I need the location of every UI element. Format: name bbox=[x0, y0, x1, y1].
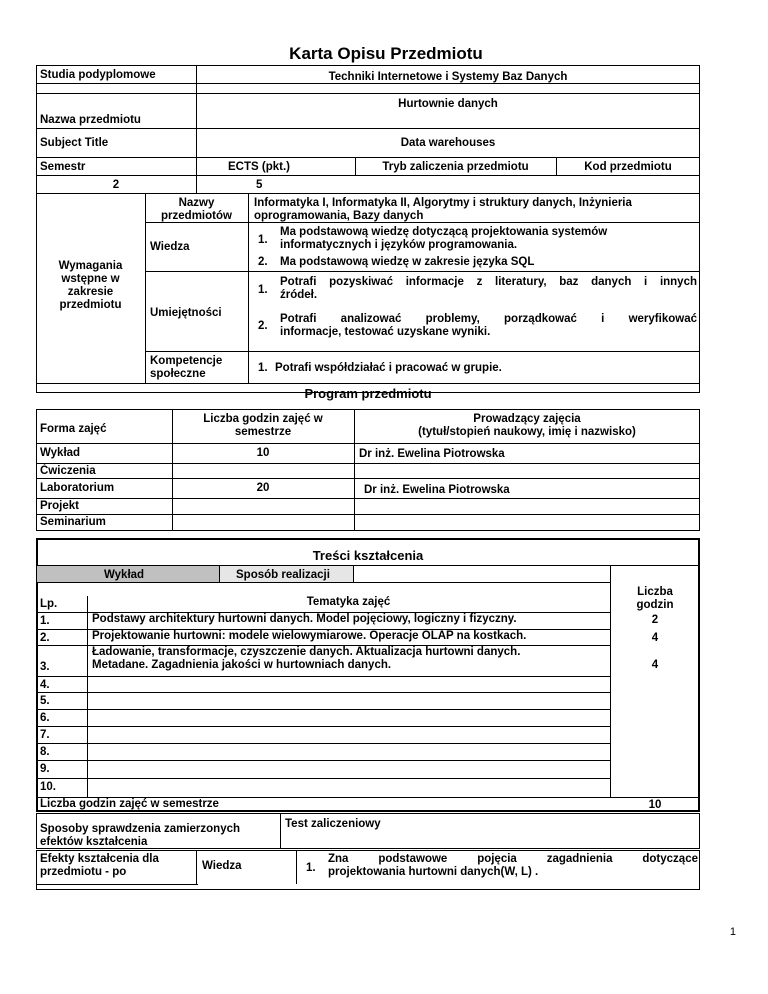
liczba-label: Liczba godzin bbox=[636, 586, 674, 611]
wyklad-label: Wykład bbox=[104, 569, 145, 581]
sposoby-value: Test zaliczeniowy bbox=[285, 818, 381, 830]
program-row-4-forma: Projekt bbox=[40, 500, 79, 512]
program-row-2-forma: Ćwiczenia bbox=[40, 465, 96, 477]
tresci-row-10-lp: 10. bbox=[40, 781, 56, 793]
wiedza-item-2: Ma podstawową wiedzę w zakresie języka SQL bbox=[280, 256, 535, 268]
tresci-row-3-godziny: 4 bbox=[651, 659, 659, 671]
program-row-1-forma: Wykład bbox=[40, 447, 81, 459]
program-row-1-prowadzacy: Dr inż. Ewelina Piotrowska bbox=[359, 448, 505, 460]
subject-label: Subject Title bbox=[40, 137, 109, 149]
page-number: 1 bbox=[729, 926, 736, 938]
nazwa-value: Hurtownie danych bbox=[398, 98, 498, 110]
subject-value: Data warehouses bbox=[400, 137, 496, 149]
efekty-wiedza-label: Wiedza bbox=[202, 860, 242, 872]
tresci-row-7-lp: 7. bbox=[40, 729, 50, 741]
tresci-row-4-lp: 4. bbox=[40, 679, 50, 691]
col-liczba: Liczba godzin zajęć w semestrze bbox=[203, 413, 323, 438]
umiejetnosci-item-1-num: 1. bbox=[258, 284, 268, 296]
ects-value: 5 bbox=[256, 179, 263, 191]
nazwy-value: Informatyka I, Informatyka II, Algorytmy i struktury danych, Inżynieria oprogramowania, Bazy danych bbox=[254, 197, 632, 222]
sposob-label: Sposób realizacji bbox=[236, 569, 330, 581]
tresci-row-3-temat: Ładowanie, transformacje, czyszczenie danych. Aktualizacja hurtowni danych. Metadane. Zagadnienia jakości w hurtowniach danych. bbox=[92, 646, 521, 671]
semestr-value: 2 bbox=[112, 179, 120, 191]
program-row-5-forma: Seminarium bbox=[40, 516, 106, 528]
umiejetnosci-label: Umiejętności bbox=[150, 307, 222, 319]
wymagania-label: Wymagania wstępne w zakresie przedmiotu bbox=[58, 260, 123, 311]
col-forma: Forma zajęć bbox=[40, 423, 107, 435]
semestr-label: Semestr bbox=[40, 161, 86, 173]
kompetencje-item-1-num: 1. bbox=[258, 362, 268, 374]
tresci-row-6-lp: 6. bbox=[40, 712, 50, 724]
wiedza-item-1: Ma podstawową wiedzę dotyczącą projektowania systemów informatycznych i języków programowania. bbox=[280, 226, 608, 251]
ects-label: ECTS (pkt.) bbox=[228, 161, 290, 173]
tresci-row-1-godziny: 2 bbox=[651, 614, 659, 626]
sposoby-label: Sposoby sprawdzenia zamierzonych efektów kształcenia bbox=[40, 823, 241, 848]
tresci-row-2-temat: Projektowanie hurtowni: modele wielowymiarowe. Operacje OLAP na kostkach. bbox=[92, 630, 527, 642]
program-row-1-godziny: 10 bbox=[256, 447, 270, 459]
program-row-3-forma: Laboratorium bbox=[40, 482, 115, 494]
kompetencje-item-1: Potrafi współdziałać i pracować w grupie. bbox=[275, 362, 502, 374]
program-row-3-godziny: 20 bbox=[256, 482, 270, 494]
wiedza-item-2-num: 2. bbox=[258, 256, 268, 268]
kod-label: Kod przedmiotu bbox=[584, 161, 672, 173]
nazwy-label: Nazwy przedmiotów bbox=[161, 197, 232, 222]
studia-value: Techniki Internetowe i Systemy Baz Danych bbox=[328, 71, 568, 83]
umiejetnosci-item-2: Potrafi analizować problemy, porządkować i weryfikować informacje, testować uzyskane wyniki. bbox=[280, 313, 697, 338]
program-row-3-prowadzacy: Dr inż. Ewelina Piotrowska bbox=[364, 484, 510, 496]
kompetencje-label: Kompetencje społeczne bbox=[150, 355, 223, 380]
tresci-title: Treści kształcenia bbox=[312, 548, 424, 563]
umiejetnosci-item-1: Potrafi pozyskiwać informacje z literatury, baz danych i innych źródeł. bbox=[280, 276, 697, 301]
efekty-label: Efekty kształcenia dla przedmiotu - po bbox=[40, 853, 159, 878]
tryb-label: Tryb zaliczenia przedmiotu bbox=[382, 161, 529, 173]
tresci-row-1-lp: 1. bbox=[40, 615, 50, 627]
tresci-row-2-godziny: 4 bbox=[651, 632, 659, 644]
tematyka-label: Tematyka zajęć bbox=[306, 596, 391, 608]
col-prowadzacy: Prowadzący zajęcia (tytuł/stopień naukowy, imię i nazwisko) bbox=[418, 413, 636, 438]
suma-value: 10 bbox=[648, 799, 662, 811]
efekty-item-1-num: 1. bbox=[306, 862, 316, 874]
tresci-row-8-lp: 8. bbox=[40, 746, 50, 758]
program-title: Program przedmiotu bbox=[304, 386, 432, 401]
tresci-row-1-temat: Podstawy architektury hurtowni danych. Model pojęciowy, logiczny i fizyczny. bbox=[92, 613, 517, 625]
umiejetnosci-item-2-num: 2. bbox=[258, 320, 268, 332]
suma-label: Liczba godzin zajęć w semestrze bbox=[40, 798, 219, 810]
document-title: Karta Opisu Przedmiotu bbox=[289, 44, 483, 63]
studia-label: Studia podyplomowe bbox=[40, 69, 156, 81]
nazwa-label: Nazwa przedmiotu bbox=[40, 114, 141, 126]
tresci-row-2-lp: 2. bbox=[40, 632, 50, 644]
lp-label: Lp. bbox=[40, 598, 58, 610]
tresci-row-5-lp: 5. bbox=[40, 695, 50, 707]
tresci-row-9-lp: 9. bbox=[40, 763, 50, 775]
tresci-row-3-lp: 3. bbox=[40, 661, 50, 673]
wiedza-label: Wiedza bbox=[150, 241, 190, 253]
wiedza-item-1-num: 1. bbox=[258, 234, 268, 246]
efekty-item-1: Zna podstawowe pojęcia zagadnienia dotyczące projektowania hurtowni danych(W, L) . bbox=[328, 853, 698, 878]
